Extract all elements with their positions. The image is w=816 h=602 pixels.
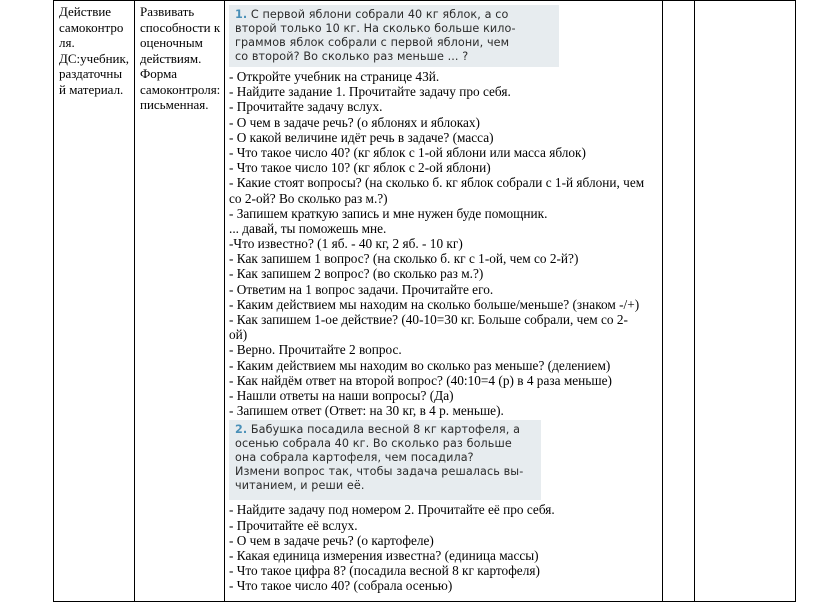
- text-line: - Откройте учебник на странице 43й.: [229, 69, 440, 84]
- task-1-image: [229, 5, 559, 67]
- task-1-line: граммов яблок собрали с первой яблони, чем: [235, 36, 510, 49]
- text-line: раздаточны: [59, 66, 123, 81]
- goals-text: [135, 1, 224, 113]
- empty-cell: [695, 1, 796, 602]
- text-line: самоконтро: [59, 19, 124, 35]
- text-line: - Что такое число 40? (кг яблок с 1-ой яблони или масса яблок): [229, 144, 586, 160]
- text-line: - Что такое число 10? (кг яблок с 2-ой яблони): [229, 160, 491, 176]
- text-line: способности к: [140, 19, 221, 35]
- task-1-number: 1.: [235, 8, 248, 21]
- task-2-number: 2.: [235, 423, 248, 437]
- text-line: - Запишем краткую запись и мне нужен буде помощник.: [229, 205, 548, 221]
- text-line: самоконтроля:: [140, 81, 221, 97]
- text-line: - Как запишем 1 вопрос? (на сколько б. кг с 1-ой, чем со 2-й?): [229, 251, 579, 267]
- text-line: - О какой величине идёт речь в задаче? (масса): [229, 129, 494, 145]
- text-line: оценочным: [140, 35, 203, 50]
- text-line: - Прочитайте её вслух.: [229, 517, 358, 533]
- text-line: - Что такое цифра 8? (посадила весной 8 кг картофеля): [229, 563, 540, 579]
- text-line: - Запишем ответ (Ответ: на 30 кг, в 4 р. меньше).: [229, 403, 504, 419]
- text-line: - Каким действием мы находим во сколько раз меньше? (делением): [229, 357, 611, 373]
- text-line: ... давай, ты поможешь мне.: [229, 220, 387, 236]
- text-line: - Какая единица измерения известна? (единица массы): [229, 547, 539, 563]
- text-line: - Что такое число 40? (собрала осенью): [229, 578, 453, 594]
- text-line: - О чем в задаче речь? (о яблонях и яблоках): [229, 114, 480, 130]
- lesson-table: [53, 0, 796, 602]
- text-line: - Как запишем 2 вопрос? (во сколько раз м.?): [229, 266, 484, 282]
- text-line: - Какие стоят вопросы? (на сколько б. кг яблок собрали с 1-й яблони, чем: [229, 175, 645, 191]
- text-line: со 2-ой? Во сколько раз м.?): [229, 190, 388, 206]
- text-line: письменная.: [140, 97, 209, 112]
- task-2-image: [229, 420, 541, 500]
- text-line: - Прочитайте задачу вслух.: [229, 99, 383, 115]
- activity-text: [54, 1, 134, 97]
- text-line: - Найдите задачу под номером 2. Прочитайте её про себя.: [229, 502, 555, 518]
- text-line: - Верно. Прочитайте 2 вопрос.: [229, 342, 402, 358]
- text-line: - Найдите задание 1. Прочитайте задачу про себя.: [229, 84, 511, 100]
- text-line: й материал.: [59, 81, 124, 97]
- activity-cell: [54, 1, 135, 602]
- text-line: ля.: [59, 35, 75, 50]
- dialogue-block-1: [229, 69, 662, 418]
- text-line: ДС:учебник,: [59, 50, 130, 66]
- text-line: - О чем в задаче речь? (о картофеле): [229, 532, 434, 548]
- empty-cell: [663, 1, 695, 602]
- text-line: Действие: [59, 4, 112, 19]
- task-2-line: читанием, и реши её.: [235, 479, 365, 493]
- dialogue-block-2: [229, 502, 662, 593]
- task-2-line: Измени вопрос так, чтобы задача решалась вы-: [235, 465, 524, 479]
- goals-cell: [135, 1, 225, 602]
- task-2-line: она собрала картофеля, чем посадила?: [235, 451, 474, 465]
- text-line: - Как найдём ответ на второй вопрос? (40:10=4 (р) в 4 раза меньше): [229, 372, 612, 388]
- task-1-line: С первой яблони собрали 40 кг яблок, а со: [250, 8, 509, 21]
- text-line: - Нашли ответы на наши вопросы? (Да): [229, 387, 454, 403]
- text-line: - Как запишем 1-ое действие? (40-10=30 кг. Больше собрали, чем со 2-: [229, 312, 628, 327]
- task-1-line: второй только 10 кг. На сколько больше кило-: [235, 22, 516, 35]
- content-cell: [225, 1, 663, 602]
- task-2-line: Бабушка посадила весной 8 кг картофеля, а: [250, 423, 521, 437]
- text-line: Развивать: [140, 4, 195, 19]
- table-row: [54, 1, 796, 602]
- task-1-line: со второй? Во сколько раз меньше ... ?: [235, 50, 469, 63]
- text-line: ой): [229, 327, 248, 343]
- task-2-line: осенью собрала 40 кг. Во сколько раз больше: [235, 437, 512, 451]
- text-line: - Ответим на 1 вопрос задачи. Прочитайте его.: [229, 281, 494, 297]
- text-line: действиям.: [140, 50, 202, 66]
- text-line: - Каким действием мы находим на сколько больше/меньше? (знаком -/+): [229, 296, 640, 312]
- text-line: Форма: [140, 66, 177, 81]
- text-line: -Что известно? (1 яб. - 40 кг, 2 яб. - 10 кг): [229, 236, 463, 252]
